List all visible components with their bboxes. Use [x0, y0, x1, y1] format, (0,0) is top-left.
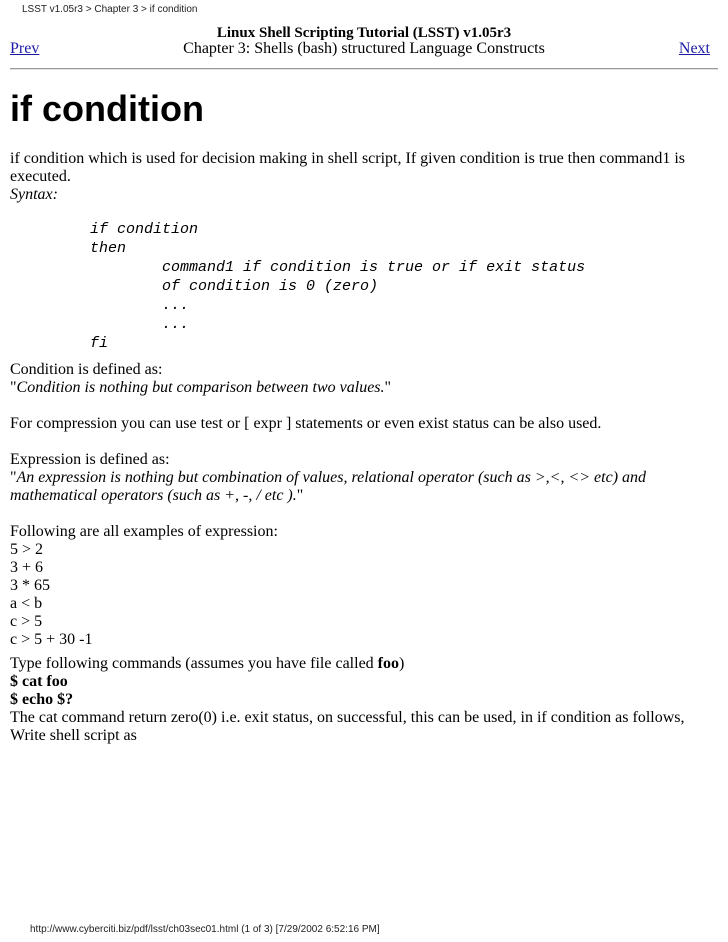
example-item: 3 + 6 — [10, 559, 44, 576]
compression-text: For compression you can use test or [ expr ] statements or even exist status can be also used. — [10, 415, 602, 432]
intro-line-1: if condition which is used for decision making in shell script, If given condition is true then command1 is — [10, 150, 685, 167]
book-title: Linux Shell Scripting Tutorial (LSST) v1.05r3 — [216, 25, 512, 41]
commands-block — [10, 655, 722, 745]
syntax-code-block: if condition then command1 if condition is true or if exit status of condition is 0 (zero) ... ... fi — [90, 221, 586, 352]
examples-block — [10, 523, 722, 649]
cat-explain-line-2: Write shell script as — [10, 727, 137, 744]
type-following-suffix: ) — [399, 655, 405, 672]
example-item: 5 > 2 — [10, 541, 44, 558]
header-divider — [10, 68, 718, 70]
expression-quote-line-2: mathematical operators (such as +, -, / etc ). — [10, 487, 297, 504]
file-name-foo: foo — [377, 655, 399, 672]
next-link[interactable]: Next — [678, 40, 710, 57]
syntax-label: Syntax: — [10, 186, 58, 203]
type-following-prefix: Type following commands (assumes you have file called — [10, 655, 378, 672]
expression-quote-line-1: An expression is nothing but combination of values, relational operator (such as >,<, <> etc) and — [16, 469, 647, 486]
cat-explain-line-1: The cat command return zero(0) i.e. exit status, on successful, this can be used, in if condition as follows, — [10, 709, 685, 726]
main-content — [10, 150, 722, 745]
page-title: if condition — [10, 88, 204, 129]
intro-text — [10, 150, 722, 204]
condition-definition: Condition is defined as: "Condition is nothing but comparison between two values." — [10, 361, 392, 396]
expression-defined-text: Expression is defined as: — [10, 451, 170, 468]
command-echo-status: $ echo $? — [10, 691, 74, 708]
example-item: c > 5 — [10, 613, 43, 630]
condition-quote: Condition is nothing but comparison between two values. — [16, 379, 385, 396]
prev-link[interactable]: Prev — [10, 40, 40, 57]
command-cat-foo: $ cat foo — [10, 673, 68, 690]
example-item: 3 * 65 — [10, 577, 50, 594]
expression-definition: Expression is defined as: "An expression is nothing but combination of values, relational operator (such as >,<, <> etc) and mathematical operators (such as +, -, / etc )." — [10, 451, 647, 504]
example-item: a < b — [10, 595, 43, 612]
page-footer-url: http://www.cyberciti.biz/pdf/lsst/ch03sec01.html (1 of 3) [7/29/2002 6:52:16 PM] — [30, 924, 380, 935]
navigation-bar — [0, 40, 728, 60]
examples-intro: Following are all examples of expression: — [10, 523, 278, 540]
condition-defined-text: Condition is defined as: — [10, 361, 163, 378]
chapter-title: Chapter 3: Shells (bash) structured Language Constructs — [183, 40, 545, 57]
intro-line-2: executed. — [10, 168, 71, 185]
example-item: c > 5 + 30 -1 — [10, 631, 93, 648]
page-header-breadcrumb: LSST v1.05r3 > Chapter 3 > if condition — [22, 4, 198, 15]
